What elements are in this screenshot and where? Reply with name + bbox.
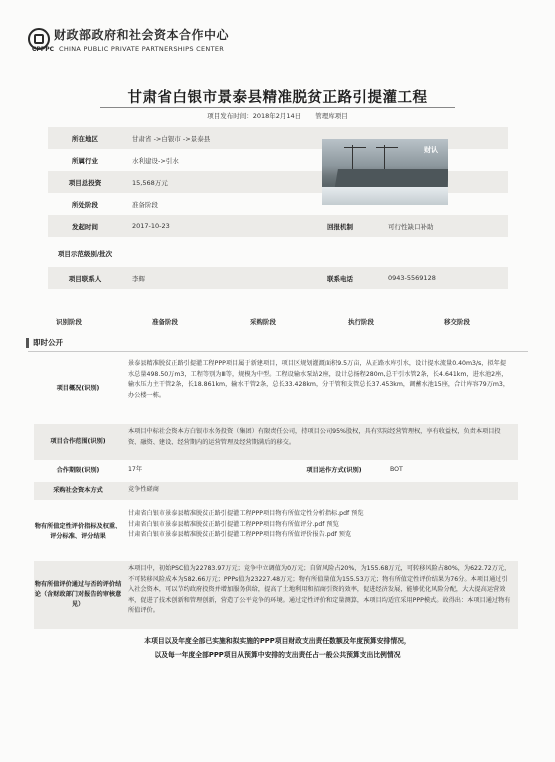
detail-row-overview: 项目概况(识别) 景泰县精准脱贫正路引提灌工程PPP项目属于新建项目，项目区规划灌溉面积9.5万亩，从正路水库引水，设计提水流量0.40m3/s，拟年提水总量498.50万m3，工程等别为Ⅲ等，规模为中型。工程设输水泵站2座，设计总扬程280m,总干引水管2条，长4.641km，进水池2座，输水压力主干管2条，长18.861km，输水干管2条，总长33.428km，分干管和支管总长37.453km，调蓄水池15座，合计库容79万m3，办公楼一栋。 [34, 356, 518, 422]
detail-row-procurement: 采购社会资本方式 竞争性磋商 [34, 482, 518, 500]
tab-stage-transfer[interactable]: 移交阶段 [444, 318, 470, 326]
tab-stage-prepare[interactable]: 准备阶段 [152, 318, 178, 326]
section-title: 即时公开 [33, 338, 63, 347]
section-marker [26, 338, 29, 348]
title-divider [100, 107, 455, 108]
doc-link[interactable]: 甘肃省白银市景泰县精准脱贫正路引提灌工程PPP项目物有所值定性分析指标.pdf 预览 [128, 510, 364, 517]
publish-date: 项目发布时间：2018年2月14日 [207, 112, 302, 120]
logo-title-en: CHINA PUBLIC PRIVATE PARTNERSHIPS CENTER [59, 45, 225, 53]
section-divider [28, 351, 528, 352]
footer-note-2: 以及每一年度全部PPP项目从预算中安排的支出责任占一般公共预算支出比例情况 [154, 651, 401, 659]
doc-link[interactable]: 甘肃省白银市景泰县精准脱贫正路引提灌工程PPP项目物有所值评分.pdf 预览 [128, 520, 339, 528]
info-row-demo: 项目示范级别/批次 [57, 249, 113, 258]
info-row-region: 所在地区 甘肃省 ->白银市 ->景泰县 [48, 127, 508, 149]
stage-tabs [52, 317, 502, 329]
footer-note-1: 本项目以及年度全部已实施和拟实施的PPP项目财政支出责任数额及年度预算安排情况， [144, 637, 411, 645]
tab-stage-execute[interactable]: 执行阶段 [348, 318, 374, 326]
project-category: 管理库项目 [315, 112, 348, 120]
project-subtitle [0, 111, 555, 120]
detail-row-partner: 项目合作范围(识别) 本项目中标社会资本方白银市水务投资（集团）有限责任公司，持项目公司95%股权，具有实际经营管理权，享有收益权，负责本项目投资、融资、建设、经营期内的运营管理及经营期满后的移交。 [34, 424, 518, 460]
tab-stage-identify[interactable]: 识别阶段 [56, 318, 82, 326]
detail-row-vfm: 物有所值评价通过与否的评价结论（含财政部门对报告的审核意见） 本项目中，初始PSC值为22783.97万元；竞争中立调值为0万元；自留风险占20%，为155.68万元，可转移风险占80%，为622.72万元，不可转移风险成本为582.66万元；PPPs值为23227.48万元；物有所值量值为155.53万元；物有所值定性评价结果为76分。本项目通过引入社会资本，可以节约政府投资并增加服务供给，提高了土地利用和招商引资的效率，促进经济发展，能够优化风险分配，大大提高运营效率，促进了技术创新和管理创新，营造了公平竞争的环境。通过定性评价和定量测算，本项目均适宜采用PPP模式。故得出：本项目通过物有所值评价。 [34, 561, 518, 629]
doc-link[interactable]: 甘肃省白银市景泰县精准脱贫正路引提灌工程PPP项目物有所值评价报告.pdf 预览 [128, 531, 352, 538]
photo-badge: 财认 [424, 146, 438, 154]
detail-row-docs: 物有所值定性评价指标及权重、评分标准、评分结果 甘肃省白银市景泰县精准脱贫正路引提灌工程PPP项目物有所值定性分析指标.pdf 预览 甘肃省白银市景泰县精准脱贫正路引提灌工程PPP项目物有所值评分.pdf 预览 甘肃省白银市景泰县精准脱贫正路引提灌工程PPP项目物有所值评价报告.pdf 预览 [34, 506, 518, 558]
project-title: 甘肃省白银市景泰县精准脱贫正路引提灌工程 [127, 90, 428, 106]
detail-row-term: 合作期限(识别) 17年 项目运作方式(识别) BOT [56, 466, 403, 474]
logo-abbr: CPPPC [32, 45, 54, 53]
info-row-date: 发起时间 2017-10-23 回报机制 可行性缺口补助 [48, 215, 508, 237]
cpppc-logo [28, 26, 229, 53]
info-row-contact: 项目联系人 李辉 联系电话 0943-5569128 [48, 267, 508, 289]
info-row-investment: 项目总投资 15,568万元 [48, 171, 508, 193]
water-shape [322, 187, 448, 205]
info-row-stage: 所处阶段 准备阶段 [72, 200, 158, 209]
project-photo [322, 139, 448, 205]
tab-stage-procure[interactable]: 采购阶段 [250, 318, 276, 326]
logo-title-cn: 财政部政府和社会资本合作中心 [54, 28, 230, 42]
info-row-industry: 所属行业 水利建设->引水 [72, 156, 179, 165]
overview-text: 景泰县精准脱贫正路引提灌工程PPP项目属于新建项目，项目区规划灌溉面积9.5万亩，从正路水库引水，设计提水流量0.40m3/s，拟年提水总量498.50万m3，工程等别为Ⅲ等，规模为中型。工程设输水泵站2座，设计总扬程280m,总干引水管2条，长4.641km，进水池2座，输水压力主干管2条，长18.861km，输水干管2条，总长33.428km，分干管和支管总长37.453km，调蓄水池15座，合计库容79万m3，办公楼一栋。 [128, 360, 510, 399]
cpppc-logo-icon [28, 28, 50, 50]
